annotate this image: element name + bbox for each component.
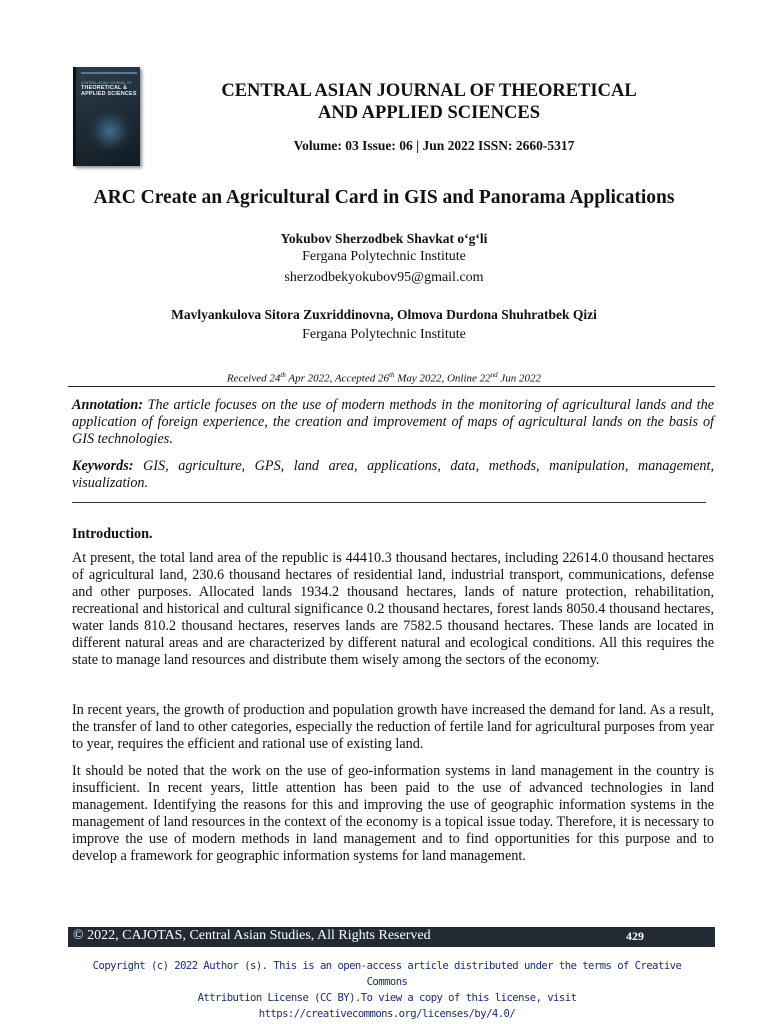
author-2-name: Mavlyankulova Sitora Zuxriddinovna, Olmova Durdona Shuhratbek Qizi — [171, 307, 597, 322]
online-sup: nd — [490, 371, 498, 379]
annotation-label: Annotation: — [72, 397, 143, 413]
volume-issue-line: Volume: 03 Issue: 06 | Jun 2022 ISSN: 2660-5317 — [293, 138, 575, 153]
footer-bar — [68, 927, 715, 947]
license-line-2[interactable]: Attribution License (CC BY).To view a copy of this license, visit https://creativecommons.org/licenses/by/4.0/ — [197, 992, 577, 1020]
intro-paragraph-1: At present, the total land area of the republic is 44410.3 thousand hectares, including 22614.0 thousand hectares of agricultural land, 230.6 thousand hectares of residential land, industrial transport, communications, defense and other purposes. Allocated lands 1934.2 thousand hectares, lands of nature protection, rehabilitation, recreational and historical and cultural significance 0.2 thousand hectares, forest lands 8050.4 thousand hectares, water lands 810.2 thousand hectares, reserves lands are 7582.5 thousand hectares. These lands are located in different natural areas and are characterized by different natural and ecological conditions. All this requires the state to manage land resources and distribute them wisely among the sectors of the economy. — [72, 550, 714, 668]
journal-title — [0, 80, 768, 124]
accepted-text: Apr 2022, Accepted 26 — [285, 372, 389, 385]
received-dates — [0, 371, 768, 385]
annotation-text: The article focuses on the use of modern methods in the monitoring of agricultural lands and the application of foreign experience, the creation and improvement of maps of agricultural lands on the basis of GIS technologies. — [72, 397, 714, 447]
author-1-email[interactable]: sherzodbekyokubov95@gmail.com — [284, 270, 484, 285]
online-date: Jun 2022 — [497, 372, 542, 385]
keywords-text: GIS, agriculture, GPS, land area, applications, data, methods, manipulation, management, visualization. — [72, 458, 714, 491]
license-notice — [82, 958, 692, 1022]
header-divider — [68, 386, 715, 387]
author-1-name: Yokubov Sherzodbek Shavkat o‘g‘li — [280, 231, 488, 246]
intro-paragraph-2: In recent years, the growth of production and population growth have increased the demand for land. As a result, the transfer of land to other categories, especially the reduction of fertile land for agricultural purposes from year to year, requires the efficient and rational use of existing land. — [72, 702, 714, 752]
received-sup: th — [280, 371, 286, 379]
journal-title-line1: CENTRAL ASIAN JOURNAL OF THEORETICAL — [221, 81, 637, 101]
keywords-label: Keywords: — [72, 458, 134, 474]
license-line-1: Copyright (c) 2022 Author (s). This is an open-access article distributed under the terms of Creative Commons — [92, 960, 682, 988]
cover-main-title: THEORETICAL & APPLIED SCIENCES — [81, 85, 137, 97]
online-text: May 2022, Online 22 — [394, 372, 491, 385]
received-text: Received 24 — [226, 372, 281, 385]
keywords-divider — [72, 502, 706, 503]
accepted-sup: th — [388, 371, 395, 379]
footer-copyright: © 2022, CAJOTAS, Central Asian Studies, All Rights Reserved — [73, 928, 431, 943]
page-number: 429 — [626, 929, 644, 943]
journal-title-line2: AND APPLIED SCIENCES — [317, 103, 541, 123]
intro-paragraph-3: It should be noted that the work on the use of geo-information systems in land management in the country is insufficient. In recent years, little attention has been paid to the use of advanced technologies in land management. Identifying the reasons for this and improving the use of geographic information systems in the management of land resources in the context of the economy is a topical issue today. Therefore, it is necessary to improve the use of modern methods in land management and to find opportunities for this purpose and to develop a framework for geographic information systems for land management. — [72, 763, 714, 864]
introduction-heading: Introduction. — [72, 526, 153, 542]
cover-accent-bar — [81, 72, 137, 74]
cover-top-text: CENTRAL ASIAN JOURNAL OF — [81, 81, 132, 85]
annotation-paragraph — [72, 397, 714, 448]
author-2-affiliation: Fergana Polytechnic Institute — [302, 327, 466, 342]
author-1-affiliation: Fergana Polytechnic Institute — [302, 249, 466, 264]
keywords-paragraph — [72, 458, 714, 492]
article-title: ARC Create an Agricultural Card in GIS and Panorama Applications — [93, 187, 675, 208]
